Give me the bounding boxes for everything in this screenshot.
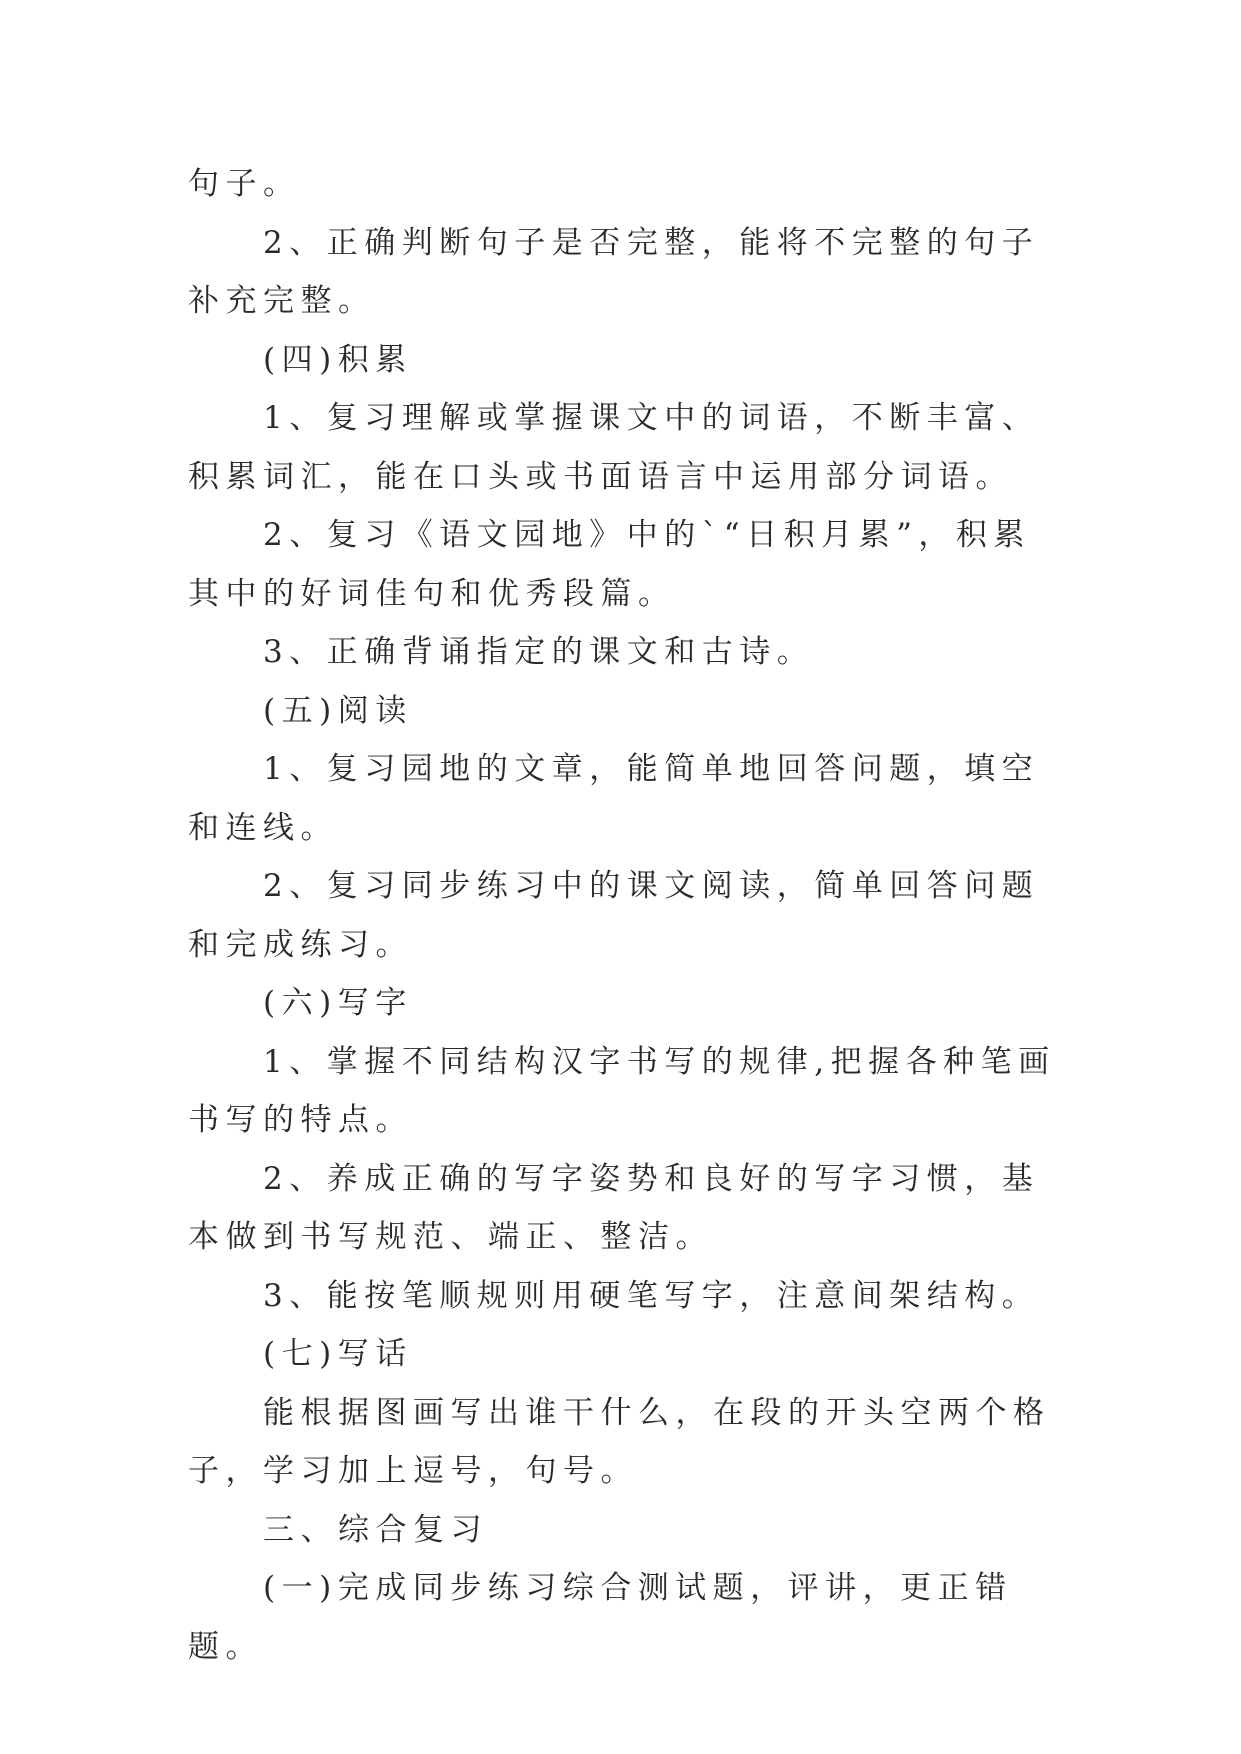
paragraph-item: 3、能按笔顺规则用硬笔写字，注意间架结构。 xyxy=(263,1277,1040,1314)
paragraph-item: 1、复习理解或掌握课文中的词语，不断丰富、积累词汇，能在口头或书面语言中运用部分词语。 xyxy=(188,400,1040,495)
section-heading: (五)阅读 xyxy=(263,692,413,729)
section-heading: (四)积累 xyxy=(263,341,413,378)
section-heading: 三、综合复习 xyxy=(263,1511,488,1548)
section-heading: (七)写话 xyxy=(263,1336,413,1372)
paragraph-item: 3、正确背诵指定的课文和古诗。 xyxy=(263,634,815,670)
section-heading: (六)写字 xyxy=(263,985,413,1021)
paragraph-item: 1、复习园地的文章，能简单地回答问题，填空和连线。 xyxy=(188,751,1040,846)
paragraph-item: 2、养成正确的写字姿势和良好的写字习惯，基本做到书写规范、端正、整洁。 xyxy=(188,1160,1040,1255)
paragraph-item: 2、复习同步练习中的课文阅读，简单回答问题和完成练习。 xyxy=(188,868,1040,963)
paragraph-item: 1、掌握不同结构汉字书写的规律,把握各种笔画书写的特点。 xyxy=(188,1043,1056,1138)
paragraph-item: (一)完成同步练习综合测试题，评讲，更正错题。 xyxy=(188,1570,1013,1665)
paragraph-item: 2、复习《语文园地》中的`“日积月累”，积累其中的好词佳句和优秀段篇。 xyxy=(188,517,1031,612)
paragraph-item: 能根据图画写出谁干什么，在段的开头空两个格子，学习加上逗号，句号。 xyxy=(188,1394,1051,1489)
paragraph-continuation: 句子。 xyxy=(188,166,301,202)
document-body xyxy=(188,155,1068,1676)
paragraph-item: 2、正确判断句子是否完整，能将不完整的句子补充完整。 xyxy=(188,224,1040,319)
